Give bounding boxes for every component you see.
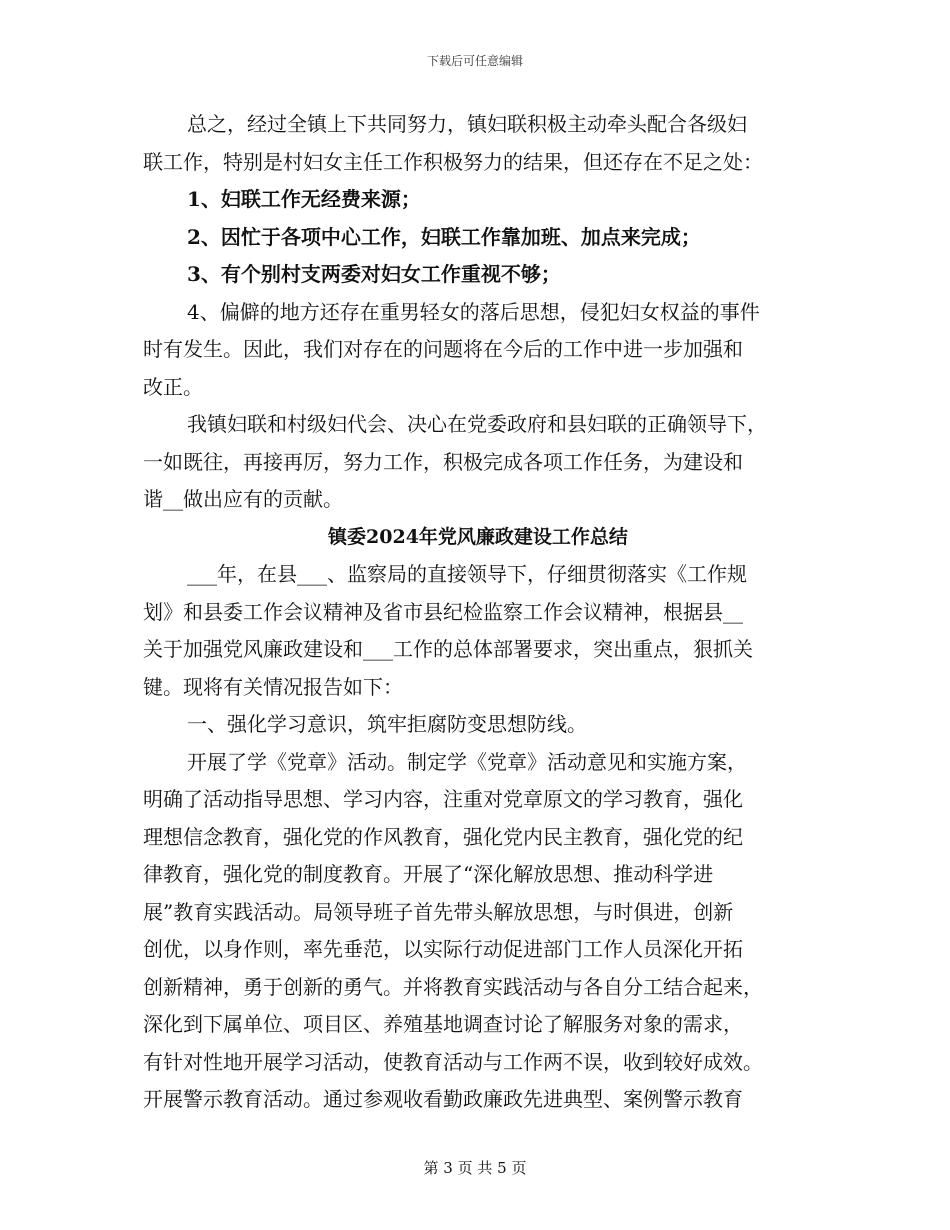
text-line: 开展了学《党章》活动。制定学《党章》活动意见和实施方案， — [187, 749, 747, 774]
text-line: 创优，以身作则，率先垂范，以实际行动促进部门工作人员深化开拓 — [143, 937, 743, 961]
text-line: 创新精神，勇于创新的勇气。并将教育实践活动与各自分工结合起来， — [143, 974, 763, 999]
text-line: 我镇妇联和村级妇代会、决心在党委政府和县妇联的正确领导下， — [187, 412, 767, 436]
page-footer: 第 3 页 共 5 页 — [423, 1159, 527, 1177]
text-line: 有针对性地开展学习活动，使教育活动与工作两不误，收到较好成效。 — [143, 1049, 763, 1074]
text-line: 明确了活动指导思想、学习内容，注重对党章原文的学习教育，强化 — [143, 787, 743, 811]
text-line: ___年，在县___、监察局的直接领导下，仔细贯彻落实《工作规 — [187, 562, 747, 586]
text-line: 划》和县委工作会议精神及省市县纪检监察工作会议精神，根据县__ — [143, 599, 743, 624]
text-line: 律教育，强化党的制度教育。开展了“深化解放思想、推动科学进 — [143, 862, 714, 886]
text-line: 时有发生。因此，我们对存在的问题将在今后的工作中进一步加强和 — [143, 337, 743, 361]
text-line: 理想信念教育，强化党的作风教育，强化党内民主教育，强化党的纪 — [143, 824, 743, 849]
text-line: 键。现将有关情况报告如下： — [143, 674, 403, 699]
text-line: 1、妇联工作无经费来源； — [187, 187, 421, 211]
page-header-note: 下载后可任意编辑 — [426, 54, 523, 68]
text-line: 展”教育实践活动。局领导班子首先带头解放思想，与时俱进，创新 — [143, 899, 734, 924]
text-line: 一如既往，再接再厉，努力工作，积极完成各项工作任务，为建设和 — [143, 449, 743, 474]
text-line: 一、强化学习意识，筑牢拒腐防变思想防线。 — [187, 712, 587, 736]
text-line: 改正。 — [143, 374, 203, 399]
text-line: 2、因忙于各项中心工作，妇联工作靠加班、加点来完成； — [187, 224, 701, 249]
text-line: 关于加强党风廉政建设和___工作的总体部署要求，突出重点，狠抓关 — [143, 637, 753, 661]
text-line: 深化到下属单位、项目区、养殖基地调查讨论了解服务对象的需求， — [143, 1012, 743, 1036]
text-line: 谐__做出应有的贡献。 — [143, 487, 343, 511]
section-title: 镇委2024年党风廉政建设工作总结 — [328, 525, 628, 548]
text-line: 4、偏僻的地方还存在重男轻女的落后思想，侵犯妇女权益的事件 — [187, 299, 760, 324]
text-line: 开展警示教育活动。通过参观收看勤政廉政先进典型、案例警示教育 — [143, 1087, 743, 1111]
document-body — [143, 106, 813, 1119]
text-line: 总之，经过全镇上下共同努力，镇妇联积极主动牵头配合各级妇 — [187, 112, 747, 136]
text-line: 联工作，特别是村妇女主任工作积极努力的结果，但还存在不足之处： — [143, 149, 763, 174]
text-line: 3、有个别村支两委对妇女工作重视不够； — [187, 262, 561, 286]
